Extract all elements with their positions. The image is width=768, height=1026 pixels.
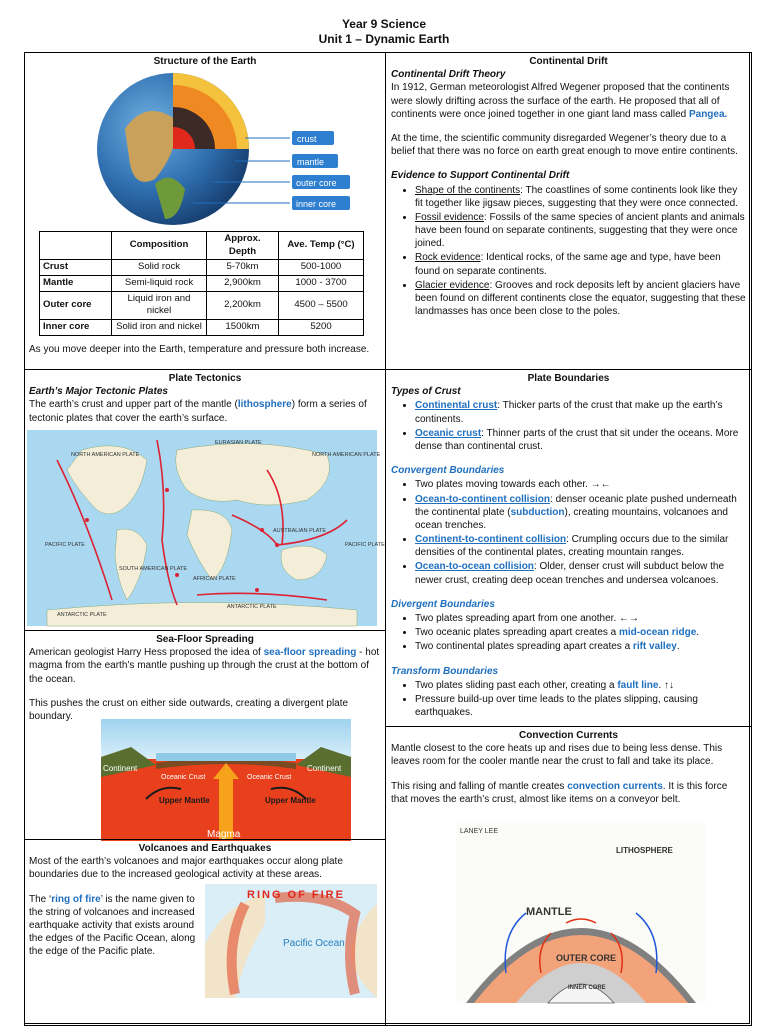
map-ring-of-fire: RING OF FIRE xyxy=(247,889,345,901)
evidence-text: : Grooves and rock deposits left by ancient glaciers have been found on different continents close the equator, suggesting that these landmasses has once been close to the poles. xyxy=(415,279,746,318)
evidence-list xyxy=(415,184,746,319)
evidence-text: : The coastlines of some continents look like they fit together like jigsaw pieces, suggesting that they were once connected. xyxy=(415,184,738,209)
map-label: AUSTRALIAN PLATE xyxy=(273,528,327,534)
seafloor-paragraph-2: This pushes the crust on either side outwards, creating a divergent plate boundary. xyxy=(29,697,349,722)
diagram-oceanic-crust-right: Oceanic Crust xyxy=(247,774,292,781)
convection-heading: Convection Currents xyxy=(519,730,618,741)
tectonics-heading: Plate Tectonics xyxy=(168,373,242,384)
seafloor-term: sea-floor spreading xyxy=(263,647,357,659)
structure-note: As you move deeper into the Earth, temperature and pressure both increase. xyxy=(29,344,370,355)
list-item: • Two plates spreading apart from one another. ←→ xyxy=(415,612,746,625)
table-cell: 500-1000 xyxy=(279,260,364,276)
map-label: PACIFIC PLATE xyxy=(45,542,85,548)
structure-section xyxy=(24,52,386,370)
diagram-continent-right: Continent xyxy=(307,764,342,773)
seafloor-text: American geologist Harry Hess proposed the idea of xyxy=(29,647,264,659)
list-item xyxy=(415,399,746,425)
volcanoes-paragraph-2 xyxy=(29,893,201,959)
transform-title: Transform Boundaries xyxy=(391,665,499,677)
drift-theory-title: Continental Drift Theory xyxy=(391,69,506,81)
table-cell: Liquid iron and nickel xyxy=(112,291,207,319)
diagram-upper-mantle-right: Upper Mantle xyxy=(265,796,316,805)
diagram-outer-core: OUTER CORE xyxy=(556,953,617,963)
table-header: Ave. Temp (°C) xyxy=(279,232,364,260)
worksheet-grid xyxy=(24,52,750,1024)
boundary-text: Two oceanic plates spreading apart creates a xyxy=(415,627,620,639)
list-item xyxy=(415,493,746,533)
diagram-continent-left: Continent xyxy=(103,764,138,773)
page-title xyxy=(0,17,768,47)
table-header xyxy=(40,232,112,260)
table-cell: 1500km xyxy=(207,319,279,335)
diagram-upper-mantle-left: Upper Mantle xyxy=(159,796,210,805)
table-header: Composition xyxy=(112,232,207,260)
evidence-term: Shape of the continents xyxy=(415,184,521,196)
list-item xyxy=(415,640,746,653)
map-label: PACIFIC PLATE xyxy=(345,542,385,548)
crust-text: : Thinner parts of the crust that sit under the oceans. More dense than continental crust. xyxy=(415,427,739,452)
structure-heading: Structure of the Earth xyxy=(153,56,257,67)
title-line-1: Year 9 Science xyxy=(341,17,427,31)
ridge-term: mid-ocean ridge xyxy=(619,627,697,639)
volcanoes-text: ’ is the name given to the string of volcanoes and increased earthquake activity that exists around the edges of the Pacific Ocean, along the edge of the Pacific plate. xyxy=(29,893,196,958)
sea-floor-spreading-section xyxy=(24,630,386,840)
list-item xyxy=(415,533,746,559)
map-label: ANTARCTIC PLATE xyxy=(227,604,277,610)
list-item xyxy=(415,427,746,453)
evidence-title: Evidence to Support Continental Drift xyxy=(391,170,570,182)
drift-text: In 1912, German meteorologist Alfred Wegener proposed that the continents were slowly drifting across the surface of the earth. He proposed that all of continents were once joined together in one giant land mass called xyxy=(391,82,730,120)
list-item xyxy=(415,211,746,251)
seafloor-heading: Sea-Floor Spreading xyxy=(156,634,254,645)
tectonics-paragraph xyxy=(29,398,381,424)
table-cell: Solid rock xyxy=(112,260,207,276)
table-row xyxy=(40,275,364,291)
map-label: ANTARCTIC PLATE xyxy=(57,612,107,618)
volcanoes-heading: Volcanoes and Earthquakes xyxy=(138,843,272,854)
rift-term: rift valley xyxy=(632,641,677,653)
boundary-text: : Older, denser crust will subduct below the newer crust, creating deep ocean trenches and undersea volcanoes. xyxy=(415,561,725,586)
title-line-2: Unit 1 – Dynamic Earth xyxy=(318,32,450,46)
label-mantle: mantle xyxy=(297,157,325,167)
ring-of-fire-map xyxy=(205,884,377,998)
ring-of-fire-term: ring of fire xyxy=(51,893,101,905)
boundary-term: Continent-to-continent collision xyxy=(415,534,567,546)
sea-floor-spreading-diagram xyxy=(101,719,351,841)
table-cell: 5200 xyxy=(279,319,364,335)
convergent-title: Convergent Boundaries xyxy=(391,465,505,477)
table-cell: Outer core xyxy=(40,291,112,319)
boundary-term: Ocean-to-ocean collision xyxy=(415,561,534,573)
table-cell: Crust xyxy=(40,260,112,276)
table-row xyxy=(40,291,364,319)
drift-paragraph-1 xyxy=(391,81,746,121)
convergent-list xyxy=(415,478,746,587)
evidence-term: Glacier evidence xyxy=(415,279,490,291)
earth-cutaway-diagram xyxy=(85,69,375,229)
list-item: • Pressure build-up over time leads to the plates slipping, causing earthquakes. xyxy=(415,693,746,719)
map-pacific-ocean: Pacific Ocean xyxy=(283,938,345,949)
table-header-row xyxy=(40,232,364,260)
boundary-text: : Crumpling occurs due to the similar densities of the continental plates, creating mountain ranges. xyxy=(415,534,729,559)
map-label: EURASIAN PLATE xyxy=(215,440,262,446)
seafloor-paragraph-1 xyxy=(29,646,381,686)
divergent-title: Divergent Boundaries xyxy=(391,598,495,610)
label-crust: crust xyxy=(297,134,317,144)
subduction-term: subduction xyxy=(510,506,565,518)
label-inner-core: inner core xyxy=(296,199,337,209)
list-item xyxy=(415,184,746,210)
list-item xyxy=(415,251,746,277)
boundary-text: Two continental plates spreading apart creates a xyxy=(415,641,633,653)
plate-tectonics-section xyxy=(24,369,386,631)
seafloor-text: - hot magma from the earth’s mantle pushing up through the crust at the bottom of the ocean. xyxy=(29,647,380,685)
volcanoes-section xyxy=(24,839,386,1026)
table-cell: 2,200km xyxy=(207,291,279,319)
diagram-magma: Magma xyxy=(207,829,241,840)
table-row xyxy=(40,260,364,276)
boundaries-heading: Plate Boundaries xyxy=(527,373,610,384)
list-item: • Two plates moving towards each other. →← xyxy=(415,478,746,491)
evidence-term: Rock evidence xyxy=(415,252,481,264)
table-header: Approx. Depth xyxy=(207,232,279,260)
crust-term: Oceanic crust xyxy=(415,427,482,439)
evidence-text: : Identical rocks, of the same age and type, have been found on separate continents. xyxy=(415,252,721,277)
list-item xyxy=(415,279,746,319)
earth-layers-table xyxy=(39,231,364,336)
volcanoes-text: The ‘ xyxy=(29,893,52,905)
diagram-author: LANEY LEE xyxy=(460,828,499,835)
list-item xyxy=(415,560,746,586)
table-row xyxy=(40,319,364,335)
boundary-text: . ↑↓ xyxy=(658,679,675,691)
diagram-inner-core: INNER CORE xyxy=(568,985,606,991)
boundary-text: Two plates sliding past each other, creating a xyxy=(415,679,618,691)
lithosphere-term: lithosphere xyxy=(237,399,292,411)
types-title: Types of Crust xyxy=(391,386,461,398)
boundary-text: ), creating mountains, volcanoes and ocean trenches. xyxy=(415,506,728,531)
evidence-text: : Fossils of the same species of ancient plants and animals have been found on separate continents, suggesting that they were once joined. xyxy=(415,211,745,250)
drift-heading: Continental Drift xyxy=(529,56,608,67)
boundary-text: . xyxy=(696,627,700,639)
map-label: AFRICAN PLATE xyxy=(193,576,236,582)
convection-paragraph-2 xyxy=(391,780,746,806)
crust-types-list xyxy=(415,399,746,453)
crust-term: Continental crust xyxy=(415,400,498,412)
tectonics-subtitle: Earth’s Major Tectonic Plates xyxy=(29,386,168,398)
convection-term: convection currents xyxy=(567,780,663,792)
list-item xyxy=(415,626,746,639)
convection-text: . It is this force that moves the earth’s crust, almost like items on a conveyor belt. xyxy=(391,780,728,805)
convection-text: This rising and falling of mantle creates xyxy=(391,780,568,792)
convection-currents-section xyxy=(385,726,752,1026)
drift-paragraph-2: At the time, the scientific community disregarded Wegener’s theory due to a belief that there was no force on earth great enough to move entire continents. xyxy=(391,132,738,158)
table-cell: Solid iron and nickel xyxy=(112,319,207,335)
divergent-list xyxy=(415,612,746,654)
boundary-term: Ocean-to-continent collision xyxy=(415,493,551,505)
convection-diagram xyxy=(456,823,706,1003)
fault-term: fault line xyxy=(617,679,659,691)
map-label: NORTH AMERICAN PLATE xyxy=(312,452,381,458)
table-cell: 1000 - 3700 xyxy=(279,275,364,291)
table-cell: 5-70km xyxy=(207,260,279,276)
list-item xyxy=(415,679,746,692)
tectonic-plates-map xyxy=(27,430,385,626)
volcanoes-paragraph-1: Most of the earth’s volcanoes and major earthquakes occur along plate boundaries due to the increased geological activity at these areas. xyxy=(29,856,343,881)
label-outer-core: outer core xyxy=(296,178,337,188)
pangea-term: Pangea. xyxy=(688,108,728,120)
map-label: NORTH AMERICAN PLATE xyxy=(71,452,140,458)
tectonics-text: ) form a series of tectonic plates that cover the earth’s surface. xyxy=(29,399,367,424)
evidence-term: Fossil evidence xyxy=(415,211,484,223)
convection-paragraph-1: Mantle closest to the core heats up and rises due to being less dense. This leaves room for the cooler mantle near the crust to fall and take its place. xyxy=(391,743,723,768)
continental-drift-section xyxy=(385,52,752,370)
boundary-text: : denser oceanic plate pushed underneath the continental plate ( xyxy=(415,493,737,518)
diagram-oceanic-crust-left: Oceanic Crust xyxy=(161,774,206,781)
table-cell: 4500 – 5500 xyxy=(279,291,364,319)
diagram-lithosphere: LITHOSPHERE xyxy=(616,846,673,855)
diagram-mantle: MANTLE xyxy=(526,906,572,918)
tectonics-text: The earth’s crust and upper part of the mantle ( xyxy=(29,399,238,411)
boundary-text: . xyxy=(676,641,680,653)
plate-boundaries-section xyxy=(385,369,752,727)
table-cell: Semi-liquid rock xyxy=(112,275,207,291)
table-cell: 2,900km xyxy=(207,275,279,291)
table-cell: Mantle xyxy=(40,275,112,291)
map-label: SOUTH AMERICAN PLATE xyxy=(119,566,188,572)
transform-list xyxy=(415,679,746,720)
crust-text: : Thicker parts of the crust that make up the earth’s continents. xyxy=(415,400,723,425)
table-cell: Inner core xyxy=(40,319,112,335)
